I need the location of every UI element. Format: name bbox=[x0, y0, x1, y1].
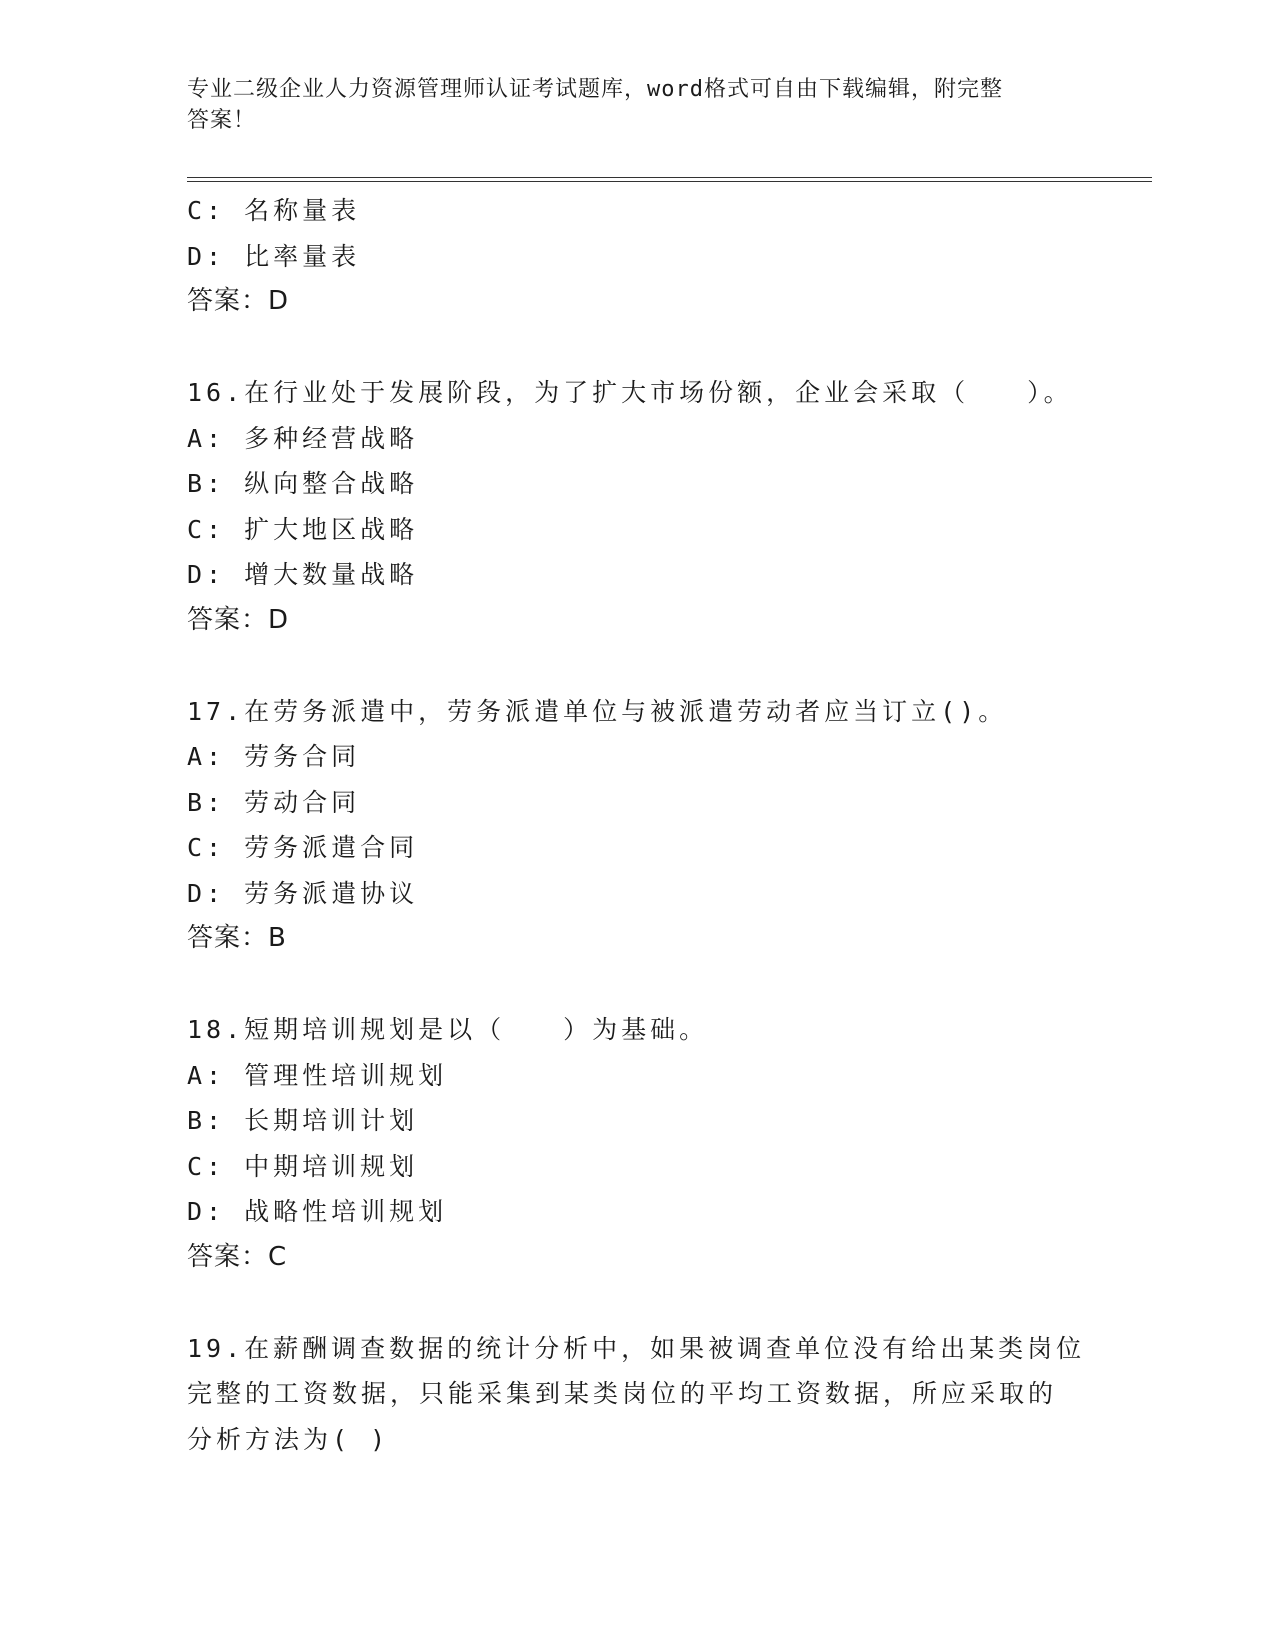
question-stem: 18.短期培训规划是以（ ）为基础。 bbox=[187, 1015, 709, 1044]
question-stem: 17.在劳务派遣中，劳务派遣单位与被派遣劳动者应当订立()。 bbox=[187, 696, 1008, 726]
answer: 答案：C bbox=[187, 1241, 288, 1272]
spacer bbox=[187, 1280, 1087, 1326]
page-header bbox=[187, 74, 1067, 136]
option-d: D: 比率量表 bbox=[187, 241, 361, 271]
option-a: A: 多种经营战略 bbox=[187, 423, 419, 453]
option-d: D: 战略性培训规划 bbox=[187, 1197, 448, 1226]
spacer bbox=[187, 643, 1087, 689]
header-divider bbox=[187, 177, 1152, 182]
option-b: B: 长期培训计划 bbox=[187, 1106, 419, 1135]
question-19 bbox=[187, 1326, 1087, 1463]
spacer bbox=[187, 962, 1087, 1008]
option-c: C: 名称量表 bbox=[187, 196, 361, 225]
option-c: C: 扩大地区战略 bbox=[187, 514, 419, 544]
header-line-2: 答案！ bbox=[187, 108, 257, 133]
question-stem-line-2: 完整的工资数据，只能采集到某类岗位的平均工资数据，所应采取的 bbox=[187, 1379, 1058, 1408]
answer: 答案：B bbox=[187, 923, 287, 953]
option-a: A: 管理性培训规划 bbox=[187, 1060, 448, 1090]
question-18 bbox=[187, 1007, 1087, 1280]
option-c: C: 劳务派遣合同 bbox=[187, 833, 419, 862]
question-stem-line-3: 分析方法为( ) bbox=[187, 1424, 390, 1454]
question-17 bbox=[187, 689, 1087, 962]
answer: 答案：D bbox=[187, 286, 290, 316]
question-list bbox=[187, 188, 1087, 1462]
option-b: B: 纵向整合战略 bbox=[187, 469, 419, 498]
option-a: A: 劳务合同 bbox=[187, 742, 361, 771]
question-stem: 16.在行业处于发展阶段，为了扩大市场份额，企业会采取（ ）。 bbox=[187, 378, 1073, 407]
spacer bbox=[187, 325, 1087, 371]
option-c: C: 中期培训规划 bbox=[187, 1151, 419, 1181]
header-line-1: 专业二级企业人力资源管理师认证考试题库，word格式可自由下载编辑，附完整 bbox=[187, 77, 1003, 102]
question-stem-line-1: 19.在薪酬调查数据的统计分析中，如果被调查单位没有给出某类岗位 bbox=[187, 1333, 1086, 1363]
option-d: D: 增大数量战略 bbox=[187, 560, 419, 589]
option-d: D: 劳务派遣协议 bbox=[187, 878, 419, 908]
question-16 bbox=[187, 370, 1087, 643]
option-b: B: 劳动合同 bbox=[187, 787, 361, 817]
answer: 答案：D bbox=[187, 604, 290, 635]
question-15-tail bbox=[187, 188, 1087, 325]
